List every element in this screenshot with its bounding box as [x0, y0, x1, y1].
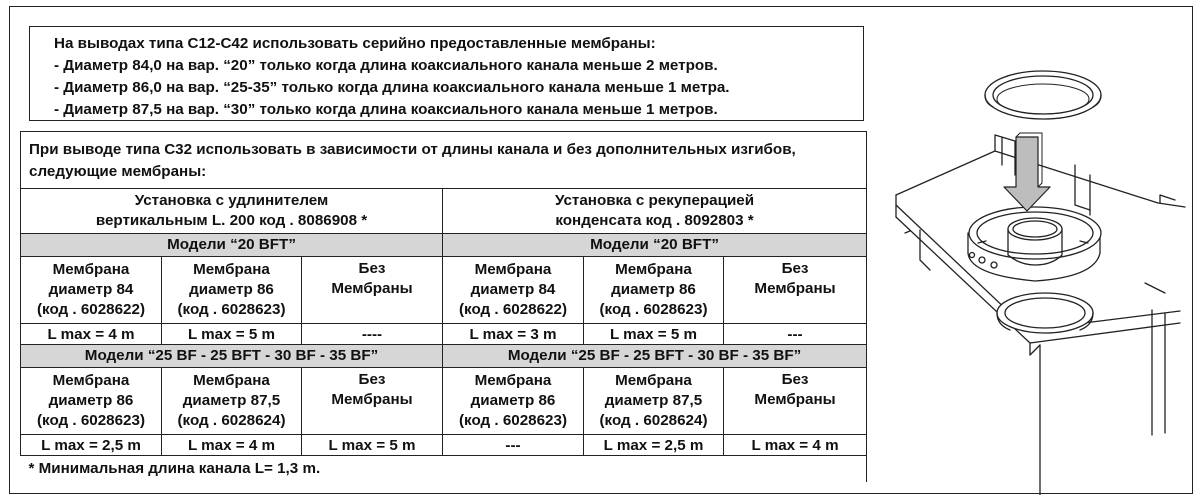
lmax-cell: L max = 5 m [302, 435, 443, 456]
lmax-cell: L max = 4 m [21, 324, 162, 345]
membrane-line: диаметр 84 [48, 281, 134, 298]
membrane-cell [443, 257, 584, 324]
membrane-cell [21, 368, 162, 435]
footnote: * Минимальная длина канала L= 1,3 m. [21, 456, 867, 483]
notice-line: - Диаметр 87,5 на вар. “30” только когда длина коаксиального канала меньше 1 метров. [54, 101, 718, 118]
membrane-cell [162, 368, 302, 435]
membrane-cell [302, 368, 443, 435]
installation-title: Установка с удлинителем [134, 192, 329, 209]
membrane-line: Мембрана [615, 261, 692, 278]
membrane-cell [21, 257, 162, 324]
model-group-label: Модели “25 BF - 25 BFT - 30 BF - 35 BF” [443, 345, 867, 368]
membrane-line: Без [358, 260, 386, 277]
membrane-line: диаметр 86 [611, 281, 696, 298]
membrane-cell [724, 368, 867, 435]
lmax-cell: L max = 5 m [584, 324, 724, 345]
membrane-table [20, 131, 867, 482]
membrane-line: (код . 6028623) [177, 301, 286, 318]
membrane-cell [162, 257, 302, 324]
membrane-line: Без [781, 260, 809, 277]
lmax-row [21, 324, 867, 345]
model-group-label: Модели “25 BF - 25 BFT - 30 BF - 35 BF” [21, 345, 443, 368]
membrane-line: Без [781, 371, 809, 388]
membrane-line: Мембраны [754, 391, 836, 408]
notice-line: - Диаметр 84,0 на вар. “20” только когда длина коаксиального канала меньше 2 метров. [54, 57, 718, 74]
membrane-ring-icon [985, 71, 1101, 119]
membrane-line: Мембрана [615, 372, 692, 389]
notice-line: - Диаметр 86,0 на вар. “25-35” только когда длина коаксиального канала меньше 1 метра. [54, 79, 730, 96]
membrane-line: Мембрана [193, 261, 270, 278]
membrane-line: Мембрана [474, 261, 552, 278]
membrane-line: Мембраны [331, 280, 413, 297]
membrane-line: диаметр 87,5 [604, 392, 703, 409]
membrane-line: Мембраны [331, 391, 413, 408]
membrane-line: Мембрана [52, 261, 130, 278]
membrane-row [21, 257, 867, 324]
notice-line: На выводах типа C12-C42 использовать серийно предоставленные мембраны: [54, 35, 656, 52]
membrane-line: (код . 6028623) [36, 412, 146, 429]
membrane-line: (код . 6028622) [36, 301, 146, 318]
lmax-cell: ---- [302, 324, 443, 345]
membrane-notice-box [29, 26, 864, 121]
installation-title: Установка с рекуперацией [554, 192, 755, 209]
membrane-line: (код . 6028624) [177, 412, 286, 429]
installation-code: конденсата код . 8092803 * [555, 212, 754, 229]
membrane-cell [584, 257, 724, 324]
membrane-line: (код . 6028622) [458, 301, 568, 318]
flue-fitting-icon [968, 207, 1101, 281]
insert-arrow-icon [1004, 133, 1050, 211]
membrane-line: диаметр 84 [470, 281, 556, 298]
flue-opening-icon [997, 293, 1093, 333]
membrane-line: Мембраны [754, 280, 836, 297]
lmax-cell: L max = 5 m [162, 324, 302, 345]
membrane-line: диаметр 86 [189, 281, 274, 298]
membrane-line: диаметр 87,5 [182, 392, 281, 409]
installation-code: вертикальным L. 200 код . 8086908 * [95, 212, 368, 229]
lmax-cell: L max = 2,5 m [584, 435, 724, 456]
installation-header-recuperation [443, 189, 867, 234]
membrane-cell [724, 257, 867, 324]
membrane-line: диаметр 86 [48, 392, 134, 409]
lmax-row [21, 435, 867, 456]
lmax-cell: --- [724, 324, 867, 345]
boiler-membrane-illustration [890, 55, 1190, 495]
table-intro: При выводе типа C32 использовать в зависимости от длины канала и без дополнительных изгибов, следующие мембраны: [21, 132, 867, 189]
lmax-cell: L max = 3 m [443, 324, 584, 345]
installation-header-extension [21, 189, 443, 234]
membrane-line: (код . 6028624) [599, 412, 708, 429]
membrane-cell [443, 368, 584, 435]
membrane-row [21, 368, 867, 435]
lmax-cell: L max = 2,5 m [21, 435, 162, 456]
membrane-line: (код . 6028623) [458, 412, 568, 429]
model-group-label: Модели “20 BFT” [21, 234, 443, 257]
membrane-line: Мембрана [52, 372, 130, 389]
membrane-line: Мембрана [193, 372, 270, 389]
model-group-label: Модели “20 BFT” [443, 234, 867, 257]
membrane-line: (код . 6028623) [599, 301, 708, 318]
membrane-cell [302, 257, 443, 324]
lmax-cell: L max = 4 m [162, 435, 302, 456]
lmax-cell: L max = 4 m [724, 435, 867, 456]
membrane-cell [584, 368, 724, 435]
lmax-cell: --- [443, 435, 584, 456]
membrane-line: диаметр 86 [470, 392, 556, 409]
membrane-line: Без [358, 371, 386, 388]
membrane-line: Мембрана [474, 372, 552, 389]
